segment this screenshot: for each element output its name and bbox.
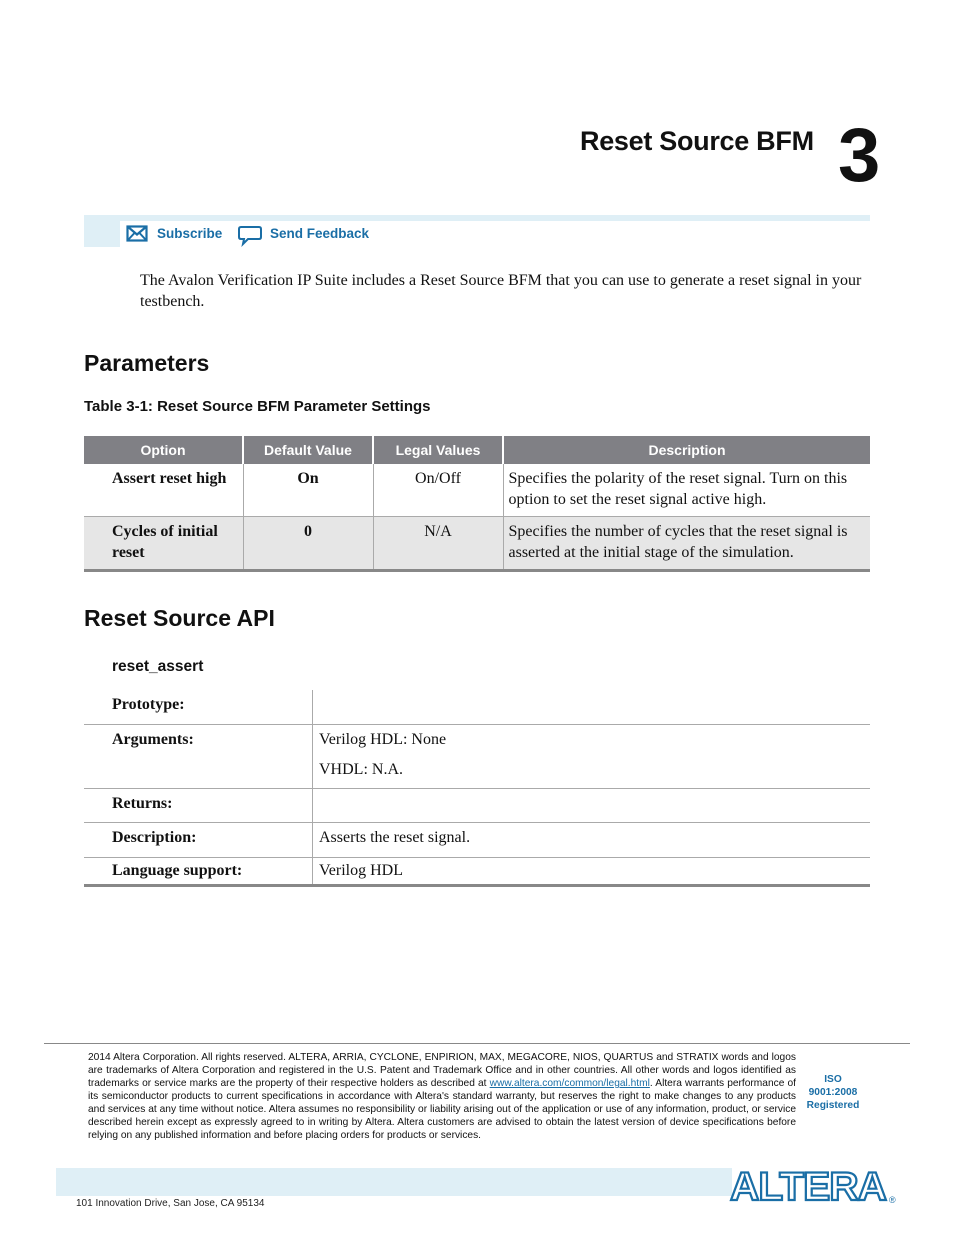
iso-line: Registered (806, 1100, 860, 1111)
table-header-row (84, 436, 870, 464)
parameter-table (84, 436, 870, 572)
logo-wordmark: ALTERA (730, 1165, 887, 1207)
legal-notice (88, 1051, 796, 1142)
envelope-icon[interactable] (126, 225, 150, 248)
option-cell: Assert reset high (84, 464, 243, 517)
parameters-heading: Parameters (84, 350, 210, 376)
arguments-vhdl: VHDL: N.A. (319, 760, 403, 778)
column-header: Option (84, 436, 243, 464)
language-support-value: Verilog HDL (313, 857, 871, 885)
arguments-value (313, 724, 871, 788)
iso-line: ISO (824, 1074, 842, 1085)
arguments-label: Arguments: (84, 724, 313, 788)
legal-link[interactable]: www.altera.com/common/legal.html (489, 1078, 650, 1089)
footer-band (56, 1168, 732, 1196)
api-table (84, 690, 870, 887)
legal-text: . Altera warrants performance of its semiconductor products to current specifications in accordance with Altera's standard warranty, but reserves the right to make changes to any products and services at any time without notice. Altera assumes no responsibility or liability arising out of the application or use of any information, product, or service described herein except as expressly agreed to in writing by Altera. Altera customers are advised to obtain the latest version of device specifications before relying on any published information and before placing orders for products or services. (88, 1078, 797, 1141)
footer-rule (44, 1043, 910, 1044)
legal-text: 2014 Altera Corporation. All rights reserved. ALTERA, ARRIA, CYCLONE, ENPIRION, MAX, MEGACORE, NIOS, QUARTUS and STRATIX words and logos are trademarks of Altera Corporation and registered in the U.S. Patent and Trademark Office and in other countries. All other words and logos identified as trademarks or service marks are the property of their respective holders as described at (88, 1052, 796, 1089)
altera-logo (728, 1163, 900, 1212)
column-header: Legal Values (373, 436, 503, 464)
function-name: reset_assert (112, 658, 204, 675)
table-row (84, 822, 870, 857)
description-cell: Specifies the number of cycles that the reset signal is asserted at the initial stage of the simulation. (503, 517, 870, 571)
legal-values-cell: On/Off (373, 464, 503, 517)
default-value-cell: 0 (243, 517, 373, 571)
api-heading: Reset Source API (84, 605, 275, 631)
iso-badge (800, 1073, 866, 1112)
column-header: Description (503, 436, 870, 464)
registered-mark: ® (889, 1195, 896, 1205)
iso-line: 9001:2008 (808, 1087, 858, 1098)
speech-bubble-icon[interactable] (237, 225, 263, 252)
intro-paragraph: The Avalon Verification IP Suite includes a Reset Source BFM that you can use to generate a reset signal in your testbench. (140, 272, 862, 310)
table-row (84, 788, 870, 822)
table-row (84, 690, 870, 724)
returns-label: Returns: (84, 788, 313, 822)
chapter-number: 3 (838, 113, 881, 198)
prototype-label: Prototype: (84, 690, 313, 724)
chapter-title: Reset Source BFM (580, 126, 814, 156)
table-caption: Table 3-1: Reset Source BFM Parameter Settings (84, 398, 431, 415)
prototype-value (313, 690, 871, 724)
send-feedback-link[interactable]: Send Feedback (270, 226, 370, 241)
description-value: Asserts the reset signal. (313, 822, 871, 857)
table-row (84, 724, 870, 788)
column-header: Default Value (243, 436, 373, 464)
subscribe-link[interactable]: Subscribe (157, 226, 223, 241)
description-cell: Specifies the polarity of the reset signal. Turn on this option to set the reset signal active high. (503, 464, 870, 517)
returns-value (313, 788, 871, 822)
legal-values-cell: N/A (373, 517, 503, 571)
table-row (84, 857, 870, 885)
company-address: 101 Innovation Drive, San Jose, CA 95134 (76, 1198, 265, 1209)
table-row (84, 517, 870, 571)
option-cell: Cycles of initial reset (84, 517, 243, 571)
description-label: Description: (84, 822, 313, 857)
table-row (84, 464, 870, 517)
default-value-cell: On (243, 464, 373, 517)
band-top-line (84, 215, 870, 221)
arguments-verilog: Verilog HDL: None (319, 730, 447, 748)
language-support-label: Language support: (84, 857, 313, 885)
